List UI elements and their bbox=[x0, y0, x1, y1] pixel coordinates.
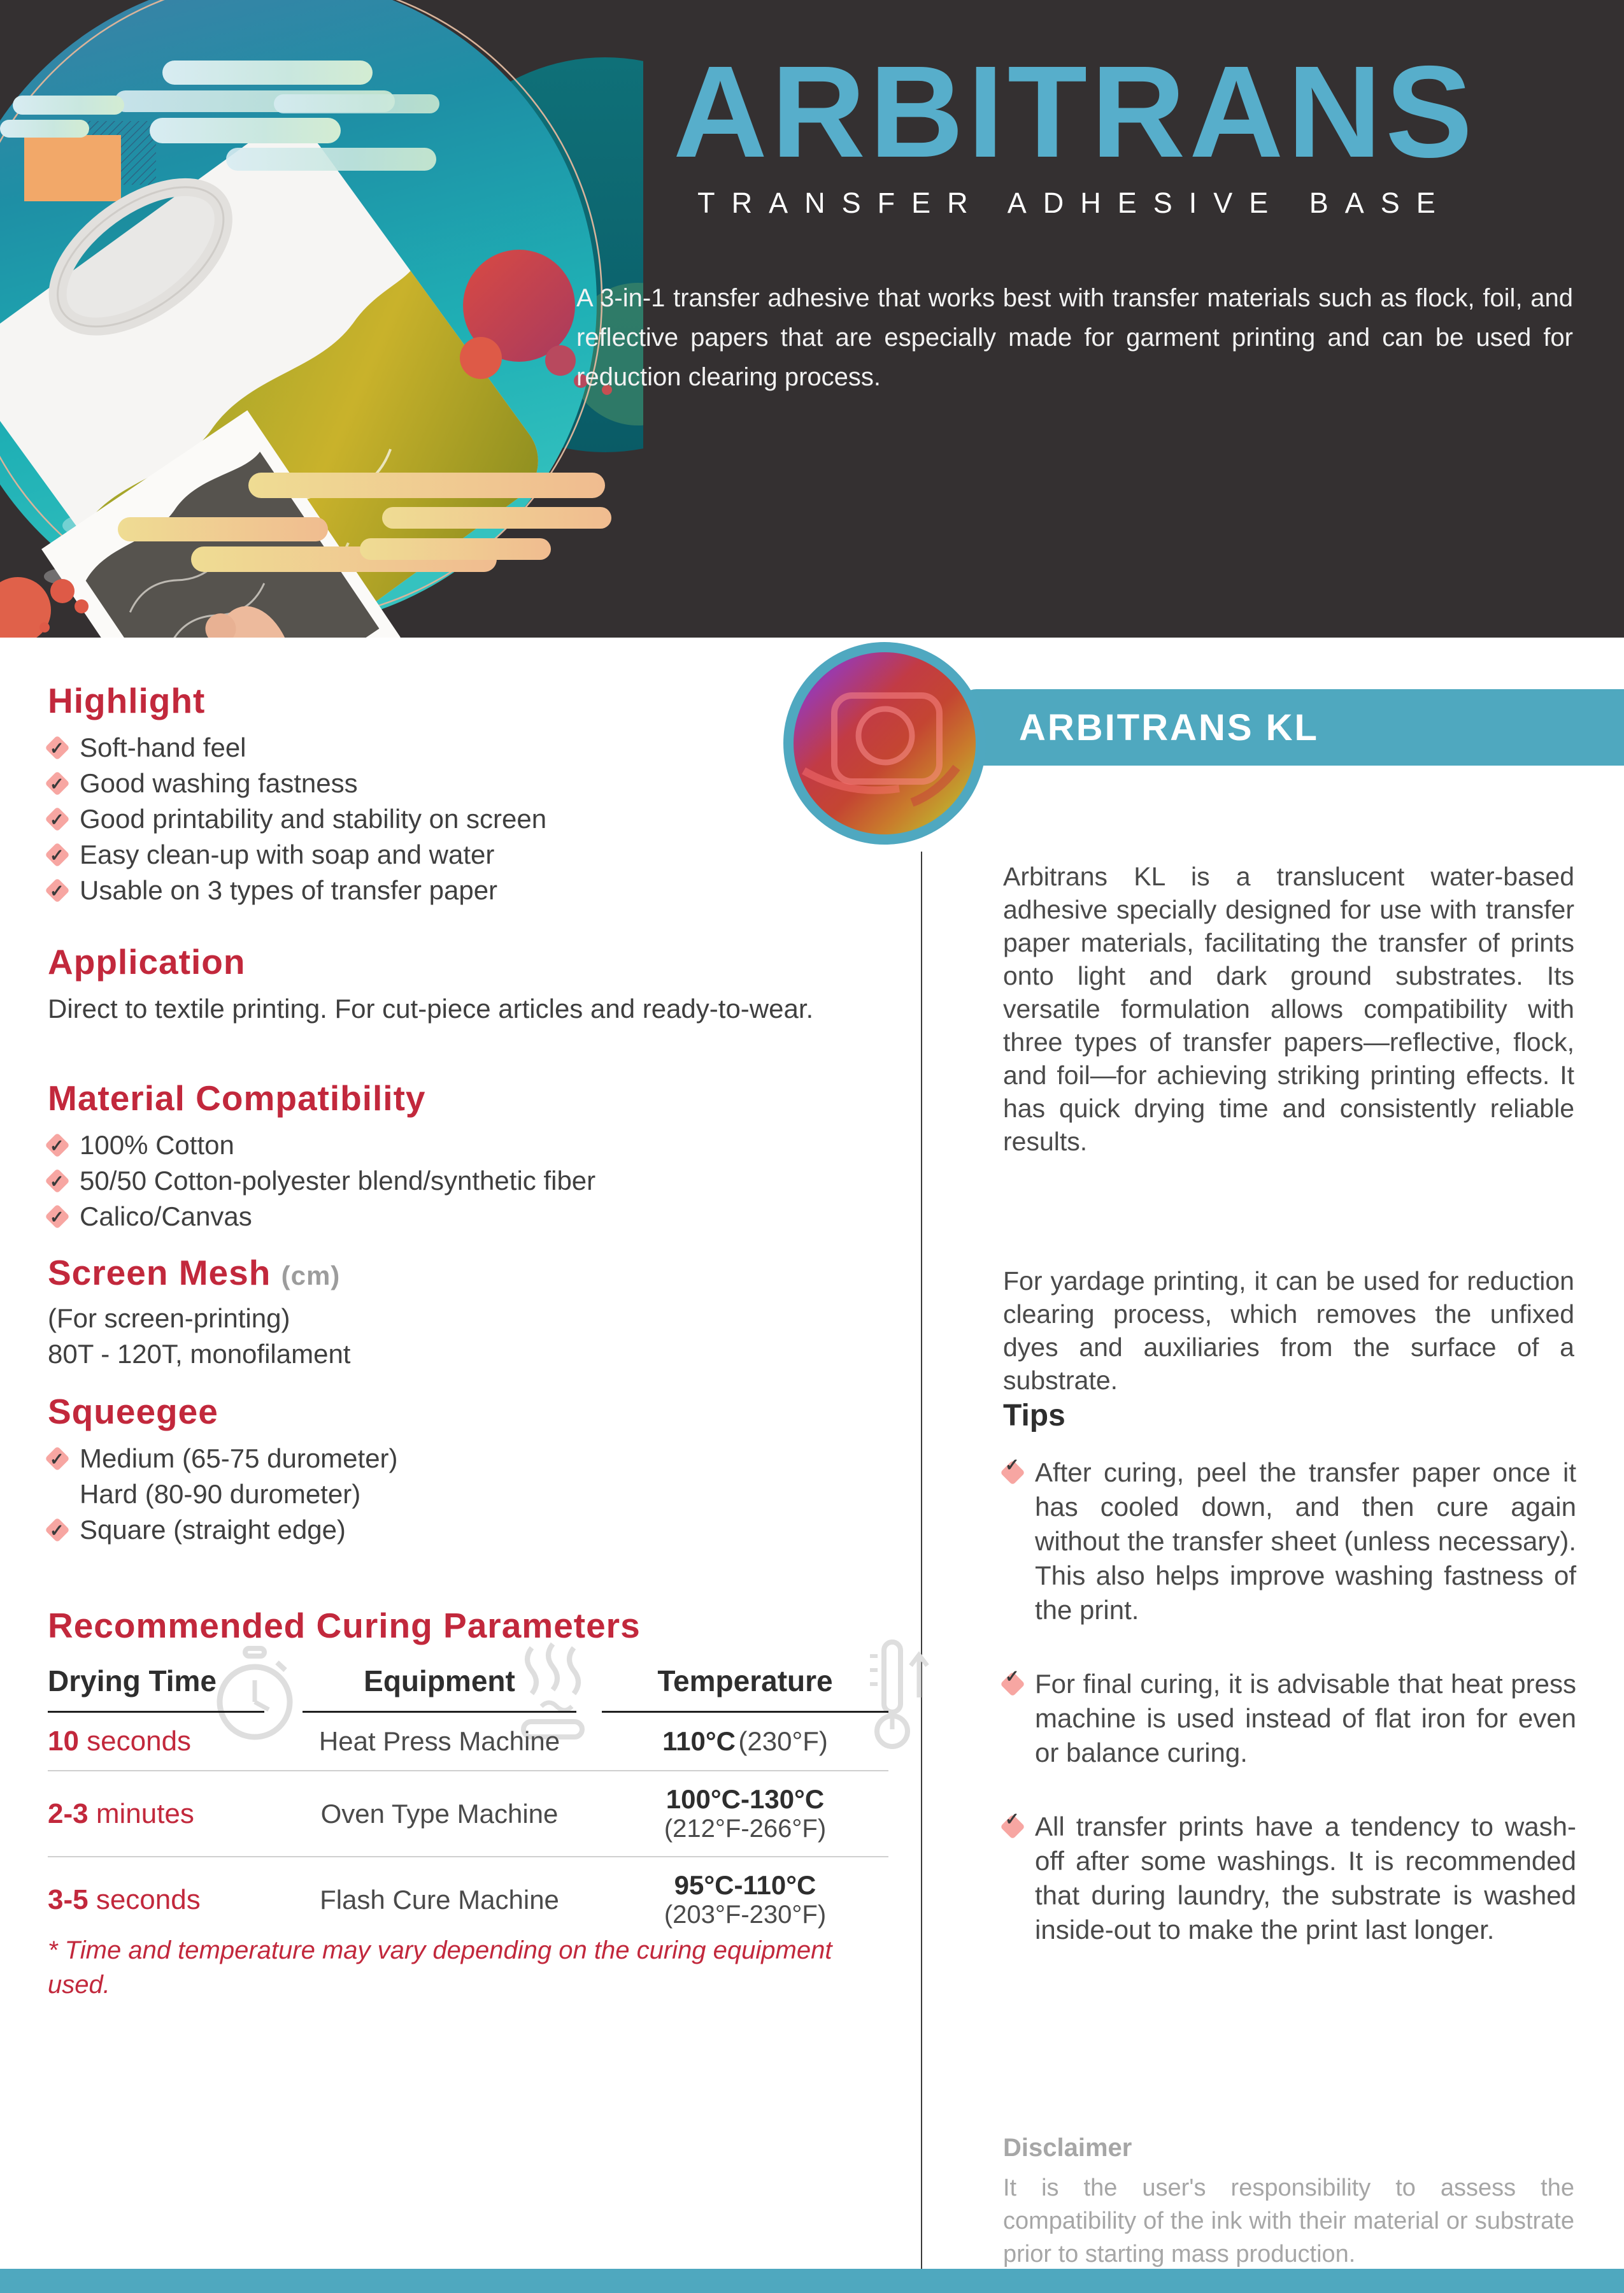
diamond-check-icon: ✓ bbox=[48, 1207, 67, 1226]
equipment-cell: Oven Type Machine bbox=[320, 1798, 559, 1829]
list-item bbox=[48, 1199, 888, 1234]
screen-mesh-line: 80T - 120T, monofilament bbox=[48, 1339, 351, 1369]
curing-table-body bbox=[48, 1713, 888, 1942]
diamond-check-icon: ✓ bbox=[1003, 1463, 1022, 1482]
list-item-label: Calico/Canvas bbox=[80, 1201, 252, 1231]
tips-heading: Tips bbox=[1003, 1399, 1065, 1432]
tip-item bbox=[1003, 1455, 1576, 1627]
product-description: A 3-in-1 transfer adhesive that works best with transfer materials such as flock, foil, and reflective papers that are especially made for garment printing and can be used for reduction clearing process. bbox=[576, 284, 1573, 391]
list-item bbox=[48, 766, 876, 801]
column-header-equipment: Equipment bbox=[303, 1664, 576, 1713]
temperature-cell: 110°C (230°F) bbox=[662, 1726, 828, 1756]
list-item-label: Usable on 3 types of transfer paper bbox=[80, 875, 498, 905]
equipment-cell: Flash Cure Machine bbox=[320, 1884, 559, 1915]
disclaimer-heading: Disclaimer bbox=[1003, 2134, 1132, 2162]
curing-table-row bbox=[48, 1713, 888, 1770]
equipment-cell: Heat Press Machine bbox=[318, 1726, 560, 1756]
column-header-drying-time: Drying Time bbox=[48, 1664, 264, 1713]
highlight-heading: Highlight bbox=[48, 681, 206, 720]
application-heading: Application bbox=[48, 942, 246, 982]
header-text-block bbox=[576, 0, 1573, 397]
diamond-check-icon: ✓ bbox=[48, 1171, 67, 1190]
product-subtitle: TRANSFER ADHESIVE BASE bbox=[697, 187, 1452, 219]
list-item-label: Hard (80-90 durometer) bbox=[80, 1479, 361, 1509]
material-list bbox=[48, 1127, 888, 1234]
highlight-list bbox=[48, 730, 876, 908]
curing-table-row bbox=[48, 1856, 888, 1942]
product-collage-illustration bbox=[0, 0, 643, 638]
list-item-label: 100% Cotton bbox=[80, 1130, 234, 1160]
temperature-cell: 100°C-130°C (212°F-266°F) bbox=[664, 1784, 827, 1843]
tip-text: After curing, peel the transfer paper once it has cooled down, and then cure again without the transfer sheet (unless necessary). This also helps improve washing fastness of the print. bbox=[1035, 1457, 1576, 1625]
fabric-print-photo bbox=[778, 637, 991, 850]
list-item-label: Medium (65-75 durometer) bbox=[80, 1443, 398, 1473]
product-title: ARBITRANS bbox=[673, 39, 1477, 185]
diamond-check-icon: ✓ bbox=[48, 845, 67, 864]
diamond-check-icon: ✓ bbox=[48, 1520, 67, 1539]
diamond-check-icon: ✓ bbox=[1003, 1675, 1022, 1694]
tip-item bbox=[1003, 1667, 1576, 1770]
disclaimer-block bbox=[1003, 2134, 1574, 2271]
squeegee-list bbox=[48, 1441, 888, 1548]
diamond-check-icon: ✓ bbox=[48, 881, 67, 900]
column-divider-line bbox=[921, 852, 922, 2269]
list-item bbox=[48, 837, 876, 873]
diamond-check-icon: ✓ bbox=[1003, 1817, 1022, 1836]
drying-time-cell: 2-3 minutes bbox=[48, 1797, 194, 1829]
application-text: Direct to textile printing. For cut-piece articles and ready-to-wear. bbox=[48, 994, 814, 1024]
list-item-label: Easy clean-up with soap and water bbox=[80, 839, 495, 869]
temperature-cell: 95°C-110°C (203°F-230°F) bbox=[664, 1870, 827, 1929]
list-item-label: Soft-hand feel bbox=[80, 732, 246, 762]
curing-parameters-table bbox=[48, 1664, 888, 1942]
screen-mesh-unit: (cm) bbox=[281, 1261, 341, 1290]
list-item bbox=[48, 1441, 888, 1476]
screen-mesh-heading bbox=[48, 1252, 340, 1293]
diamond-check-icon: ✓ bbox=[48, 1449, 67, 1468]
arbitrans-kl-paragraph-1: Arbitrans KL is a translucent water-based adhesive specially designed for use with transfer paper materials, facilitating the transfer of prints onto light and dark ground substrates. Its versatile formulation allows compatibility with three types of transfer papers—reflective, flock, and foil—for achieving striking printing effects. It has quick drying time and consistently reliable results. bbox=[1003, 862, 1574, 1156]
list-item bbox=[48, 730, 876, 766]
squeegee-heading: Squeegee bbox=[48, 1392, 218, 1431]
drying-time-cell: 3-5 seconds bbox=[48, 1883, 201, 1915]
list-item-label: Square (straight edge) bbox=[80, 1515, 346, 1545]
tip-text: For final curing, it is advisable that heat press machine is used instead of flat iron for even or balance curing. bbox=[1035, 1669, 1576, 1768]
tip-text: All transfer prints have a tendency to wash-off after some washings. It is recommended that during laundry, the substrate is washed inside-out to make the print last longer. bbox=[1035, 1811, 1576, 1945]
diamond-check-icon: ✓ bbox=[48, 1136, 67, 1155]
disclaimer-text: It is the user's responsibility to assess the compatibility of the ink with their material or substrate prior to starting mass production. bbox=[1003, 2175, 1574, 2268]
diamond-check-icon: ✓ bbox=[48, 738, 67, 757]
material-compatibility-heading: Material Compatibility bbox=[48, 1078, 426, 1118]
screen-mesh-heading-text: Screen Mesh bbox=[48, 1253, 271, 1292]
list-item bbox=[48, 1476, 888, 1512]
list-item bbox=[48, 1163, 888, 1199]
tips-list bbox=[1003, 1455, 1576, 1987]
diamond-check-icon: ✓ bbox=[48, 810, 67, 829]
arbitrans-kl-banner bbox=[958, 689, 1624, 766]
arbitrans-kl-title: ARBITRANS KL bbox=[1019, 706, 1319, 748]
list-item bbox=[48, 801, 876, 837]
list-item-label: Good printability and stability on screen bbox=[80, 804, 547, 834]
list-item-label: Good washing fastness bbox=[80, 768, 358, 798]
list-item bbox=[48, 1512, 888, 1548]
footer-accent-bar bbox=[0, 2269, 1624, 2293]
arbitrans-kl-paragraph-2: For yardage printing, it can be used for reduction clearing process, which removes the unfixed dyes and auxiliaries from the surface of a substrate. bbox=[1003, 1266, 1574, 1395]
header-banner bbox=[0, 0, 1624, 638]
list-item bbox=[48, 1127, 888, 1163]
curing-parameters-heading: Recommended Curing Parameters bbox=[48, 1606, 641, 1645]
screen-mesh-text bbox=[48, 1301, 350, 1372]
curing-table-row bbox=[48, 1770, 888, 1856]
curing-footnote: * Time and temperature may vary depending on the curing equipment used. bbox=[48, 1936, 832, 1999]
tip-item bbox=[1003, 1810, 1576, 1947]
list-item-label: 50/50 Cotton-polyester blend/synthetic fiber bbox=[80, 1166, 596, 1196]
drying-time-cell: 10 seconds bbox=[48, 1725, 192, 1757]
curing-table-header bbox=[48, 1664, 888, 1713]
diamond-check-icon: ✓ bbox=[48, 774, 67, 793]
screen-mesh-line: (For screen-printing) bbox=[48, 1303, 290, 1333]
list-item bbox=[48, 873, 876, 908]
column-header-temperature: Temperature bbox=[602, 1664, 888, 1713]
